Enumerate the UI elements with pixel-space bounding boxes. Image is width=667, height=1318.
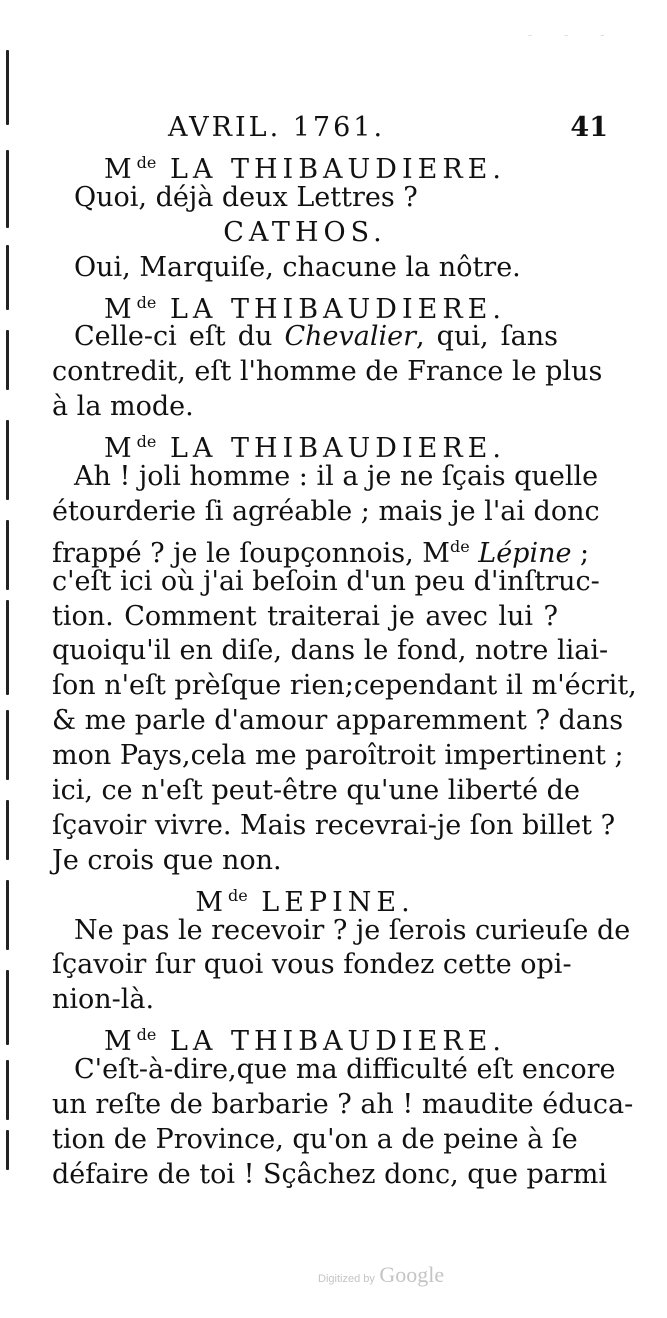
speaker-title-superscript: de: [136, 1025, 157, 1045]
text-line: [52, 355, 603, 390]
text-fragment: Ah ! joli homme : il a je ne ſçais quelle: [74, 461, 599, 493]
text-fragment: Celle-ci eſt du: [74, 321, 285, 353]
text-line: [52, 704, 624, 739]
text-fragment: Chevalier: [284, 321, 417, 353]
text-line: [52, 844, 558, 879]
text-fragment: Lépine: [478, 537, 572, 569]
text-fragment: étourderie ſi agréable ; mais je l'ai donc: [52, 495, 600, 527]
text-fragment: & me parle d'amour apparemment ? dans: [52, 705, 624, 737]
digitized-by-label: Digitized by: [318, 1273, 375, 1285]
text-fragment: , qui, ſans: [416, 321, 558, 353]
text-line: [52, 565, 600, 600]
text-line: [52, 1053, 616, 1088]
text-line: [52, 739, 624, 774]
text-line: [52, 460, 599, 495]
text-line: [52, 181, 558, 216]
text-line: [52, 495, 600, 530]
speaker-name: LEPINE.: [261, 886, 415, 918]
text-fragment: tion de Province, qu'on a de peine à ſe: [52, 1123, 578, 1155]
speaker-title: M: [104, 433, 137, 465]
speaker-name: LA THIBAUDIERE.: [169, 433, 506, 465]
text-fragment: à la mode.: [52, 391, 194, 423]
speaker-name: LA THIBAUDIERE.: [169, 293, 506, 325]
text-fragment: de: [449, 536, 470, 556]
text-fragment: nion-là.: [52, 984, 155, 1016]
text-line: [52, 634, 609, 669]
text-fragment: ici, ce n'eſt peut-être qu'une liberté de: [52, 775, 580, 807]
text-fragment: Oui, Marquiſe, chacune la nôtre.: [74, 251, 521, 283]
running-title: AVRIL. 1761.: [168, 112, 386, 143]
speaker-title-superscript: de: [136, 153, 157, 172]
text-fragment: ſçavoir vivre. Mais recevrai-je ſon billet ?: [52, 809, 616, 841]
text-fragment: Quoi, déjà deux Lettres ?: [74, 181, 418, 213]
text-fragment: frappé ? je le ſoupçonnois, M: [52, 537, 450, 569]
text-fragment: ſon n'eſt prèſque rien;cependant il m'écrit,: [52, 670, 637, 702]
text-fragment: Ne pas le recevoir ? je ſerois curieuſe de: [74, 914, 631, 946]
text-fragment: c'eſt ici où j'ai beſoin d'un peu d'inſtruc-: [52, 565, 600, 597]
text-fragment: ſçavoir ſur quoi vous fondez cette opi-: [52, 949, 572, 981]
text-line: [52, 600, 558, 635]
speaker-heading: [52, 216, 558, 251]
speaker-name: LA THIBAUDIERE.: [169, 154, 506, 185]
speaker-heading: [52, 425, 558, 465]
text-line: [52, 809, 616, 844]
text-line: [52, 1123, 578, 1158]
digitization-watermark: [318, 1262, 444, 1288]
text-line: [52, 530, 590, 569]
text-line: [52, 1088, 634, 1123]
text-fragment: mon Pays,cela me paroîtroit impertinent ;: [52, 740, 624, 772]
speaker-heading: [52, 879, 558, 918]
page-number: 41: [570, 112, 608, 143]
speaker-title: M: [104, 293, 137, 325]
text-fragment: quoiqu'il en diſe, dans le fond, notre liai-: [52, 635, 609, 667]
text-line: [52, 983, 558, 1018]
speaker-heading: [52, 146, 558, 185]
speaker-title: M: [195, 886, 228, 918]
scan-edge-marks: - - -: [528, 28, 619, 42]
speaker-title-superscript: de: [227, 885, 248, 905]
text-fragment: ;: [571, 537, 590, 569]
text-line: [52, 390, 558, 425]
speaker-heading: [52, 286, 558, 325]
text-fragment: un reſte de barbarie ? ah ! maudite éduca-: [52, 1089, 634, 1121]
text-line: [52, 948, 572, 983]
text-fragment: défaire de toi ! Sçâchez donc, que parmi: [52, 1158, 608, 1190]
speaker-title-superscript: de: [136, 292, 157, 312]
scan-binding-edge: [6, 40, 14, 1170]
speaker-heading: [52, 1018, 558, 1058]
text-line: [52, 320, 558, 355]
text-fragment: tion. Comment traiterai je avec lui ?: [52, 600, 558, 632]
text-line: [52, 669, 637, 704]
text-fragment: Je crois que non.: [52, 844, 282, 876]
speaker-title: M: [104, 154, 137, 185]
text-fragment: contredit, eſt l'homme de France le plus: [52, 356, 603, 388]
google-logo: Google: [379, 1262, 445, 1287]
dialogue-text: [52, 146, 637, 1193]
text-line: [52, 251, 558, 286]
text-line: [52, 774, 580, 809]
text-line: [52, 1158, 608, 1193]
text-line: [52, 914, 631, 949]
speaker-title: M: [104, 1026, 137, 1058]
text-fragment: C'eſt-à-dire,que ma difficulté eſt encore: [74, 1054, 616, 1086]
speaker-title-superscript: de: [136, 432, 157, 452]
speaker-name: LA THIBAUDIERE.: [169, 1026, 506, 1058]
page-header: [168, 112, 608, 148]
speaker-name: CATHOS.: [223, 216, 387, 248]
